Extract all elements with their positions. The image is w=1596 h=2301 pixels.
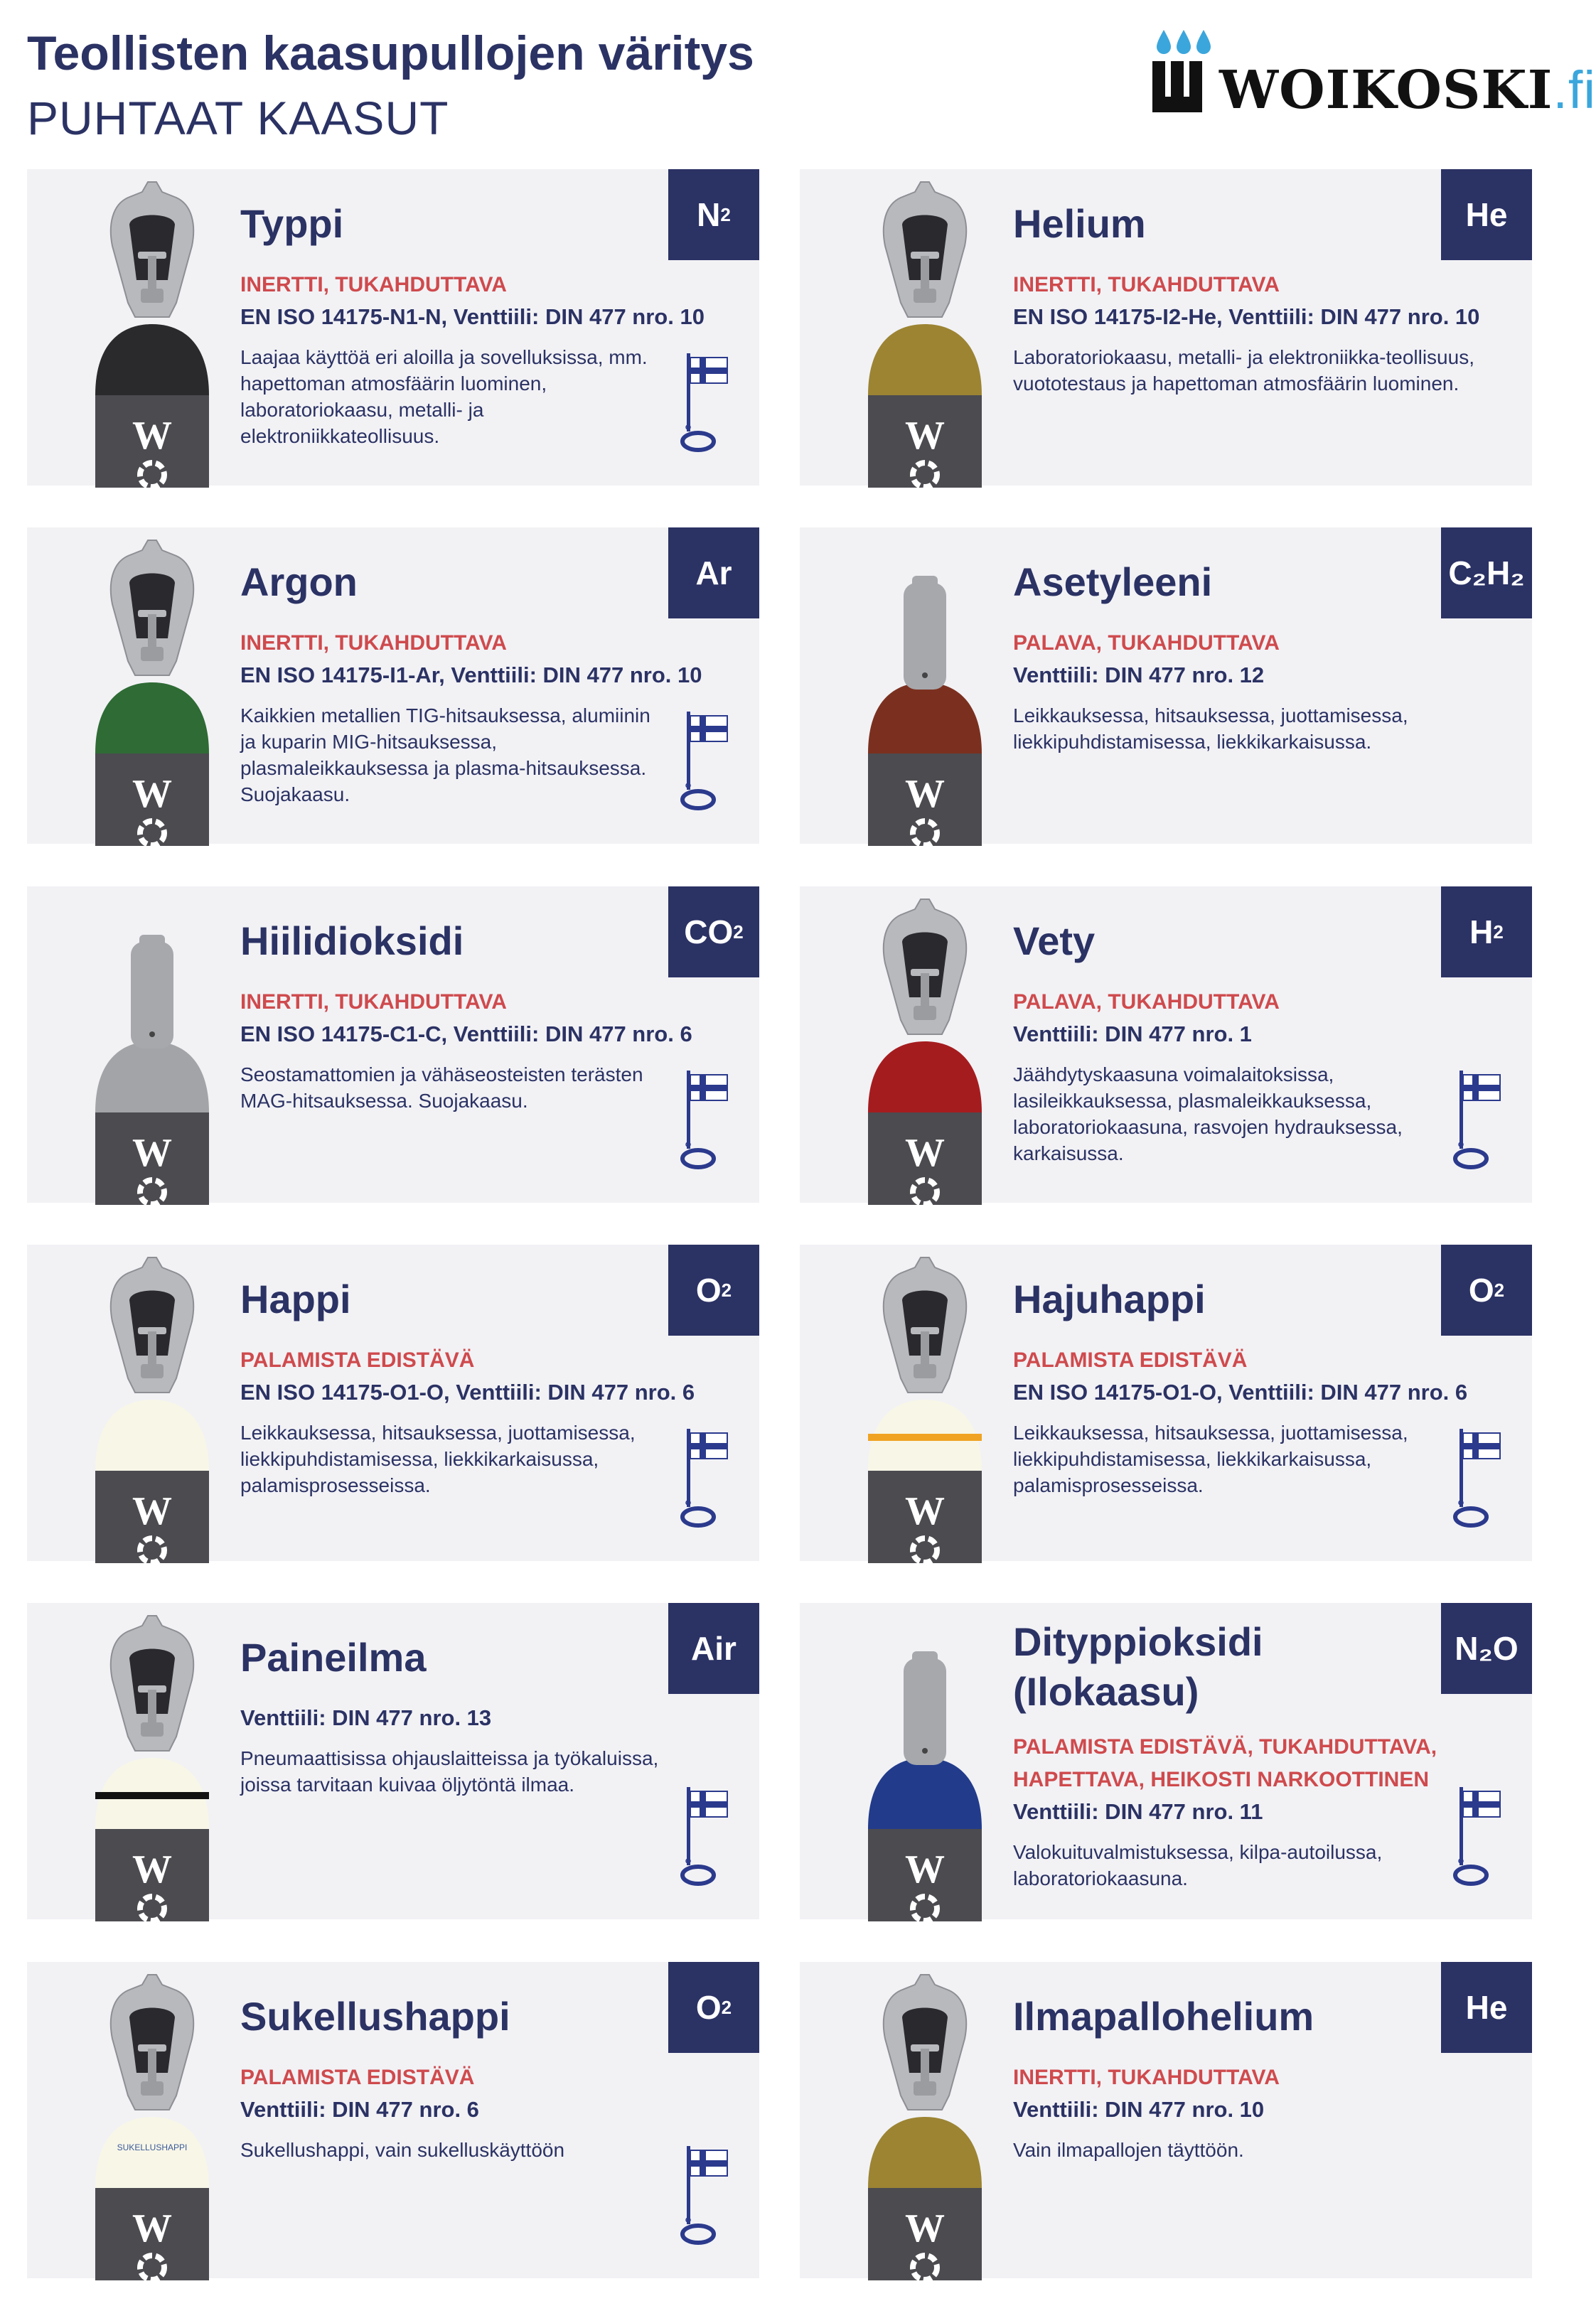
gas-description: Laboratoriokaasu, metalli- ja elektroniikka-teollisuus, vuototestaus ja hapettoman atmosfäärin luominen.	[1013, 346, 1474, 395]
gas-name: Helium	[1013, 201, 1146, 246]
gas-card	[27, 527, 759, 844]
standard-valve-spec: EN ISO 14175-O1-O, Venttiili: DIN 477 nro. 6	[1013, 1380, 1468, 1405]
finnish-key-flag-icon	[1455, 1784, 1505, 1891]
formula-badge: CO 2	[668, 886, 759, 977]
gas-card	[27, 1245, 759, 1561]
gas-cylinder-icon	[842, 899, 999, 1205]
gas-description: Pneumaattisissa ohjauslaitteissa ja työkaluissa, joissa tarvitaan kuivaa öljytöntä ilmaa.	[240, 1747, 659, 1796]
gas-card	[800, 1245, 1532, 1561]
finnish-key-flag-icon	[682, 1426, 732, 1533]
formula-badge: H 2	[1441, 886, 1532, 977]
gas-name: Asetyleeni	[1013, 559, 1213, 604]
svg-text:W: W	[905, 1131, 945, 1175]
svg-text:W: W	[905, 1847, 945, 1892]
gas-card	[800, 1962, 1532, 2278]
gas-name: Argon	[240, 559, 358, 604]
hazard-label: INERTTI, TUKAHDUTTAVA	[240, 273, 507, 296]
finnish-key-flag-icon	[1455, 1426, 1505, 1533]
hazard-label: INERTTI, TUKAHDUTTAVA	[1013, 273, 1280, 296]
standard-valve-spec: EN ISO 14175-C1-C, Venttiili: DIN 477 nro. 6	[240, 1021, 692, 1046]
gas-description: Leikkauksessa, hitsauksessa, juottamisessa, liekkipuhdistamisessa, liekkikarkaisussa, palamisprosesseissa.	[240, 1422, 636, 1496]
page-title: Teollisten kaasupullojen väritys	[27, 26, 754, 80]
hazard-label: INERTTI, TUKAHDUTTAVA	[240, 990, 507, 1014]
svg-text:W: W	[132, 414, 172, 458]
svg-text:W: W	[905, 772, 945, 816]
hazard-label: PALAMISTA EDISTÄVÄ	[240, 2066, 475, 2089]
gas-cylinder-icon	[70, 899, 226, 1205]
hazard-label: PALAMISTA EDISTÄVÄ	[1013, 1348, 1248, 1372]
gas-description: Kaikkien metallien TIG-hitsauksessa, alumiinin ja kuparin MIG-hitsauksessa, plasmaleikkauksessa ja plasma-hitsauksessa. Suojakaasu.	[240, 704, 650, 805]
gas-description: Sukellushappi, vain sukelluskäyttöön	[240, 2139, 565, 2161]
finnish-key-flag-icon	[682, 350, 732, 457]
gas-card	[27, 1962, 759, 2278]
gas-cylinder-icon	[842, 1616, 999, 1921]
formula-badge: O 2	[668, 1245, 759, 1336]
hazard-label: PALAVA, TUKAHDUTTAVA	[1013, 631, 1280, 655]
gas-cylinder-icon	[70, 1975, 226, 2280]
formula-badge: N 2	[668, 169, 759, 260]
gas-card	[800, 886, 1532, 1203]
hazard-label: PALAMISTA EDISTÄVÄ, TUKAHDUTTAVA, HAPETTAVA, HEIKOSTI NARKOOTTINEN	[1013, 1735, 1437, 1791]
formula-badge: He	[1441, 169, 1532, 260]
gas-name: Typpi	[240, 201, 344, 246]
gas-card	[27, 1603, 759, 1919]
gas-name: Hajuhappi	[1013, 1277, 1206, 1321]
gas-name: Hiilidioksidi	[240, 918, 464, 963]
svg-text:W: W	[132, 1131, 172, 1175]
hazard-label: PALAVA, TUKAHDUTTAVA	[1013, 990, 1280, 1014]
finnish-key-flag-icon	[682, 709, 732, 815]
gas-cylinder-icon	[842, 1975, 999, 2280]
standard-valve-spec: Venttiili: DIN 477 nro. 6	[240, 2097, 479, 2122]
gas-description: Vain ilmapallojen täyttöön.	[1013, 2139, 1244, 2161]
svg-text:W: W	[905, 414, 945, 458]
formula-badge: O 2	[668, 1962, 759, 2053]
woikoski-logo[interactable]	[1148, 24, 1596, 121]
gas-description: Valokuituvalmistuksessa, kilpa-autoilussa, laboratoriokaasuna.	[1013, 1841, 1383, 1889]
gas-name: Happi	[240, 1277, 351, 1321]
standard-valve-spec: EN ISO 14175-N1-N, Venttiili: DIN 477 nro. 10	[240, 304, 705, 329]
svg-text:W: W	[132, 772, 172, 816]
gas-description: Jäähdytyskaasuna voimalaitoksissa, lasileikkauksessa, plasmaleikkauksessa, laboratoriokaasuna, rasvojen hydrauksessa, karkaisussa.	[1013, 1063, 1403, 1164]
standard-valve-spec: Venttiili: DIN 477 nro. 10	[1013, 2097, 1265, 2122]
gas-cylinder-icon	[70, 1257, 226, 1563]
gas-description: Leikkauksessa, hitsauksessa, juottamisessa, liekkipuhdistamisessa, liekkikarkaisussa.	[1013, 704, 1408, 753]
finnish-key-flag-icon	[682, 1068, 732, 1174]
gas-name: Sukellushappi	[240, 1994, 510, 2039]
svg-text:W: W	[132, 1489, 172, 1533]
formula-badge: Ar	[668, 527, 759, 618]
svg-text:W: W	[905, 1489, 945, 1533]
gas-name: Dityppioksidi (Ilokaasu)	[1013, 1619, 1263, 1714]
standard-valve-spec: Venttiili: DIN 477 nro. 1	[1013, 1021, 1252, 1046]
gas-cylinder-icon	[842, 540, 999, 846]
gas-cylinder-icon	[70, 540, 226, 846]
finnish-key-flag-icon	[1455, 1068, 1505, 1174]
gas-card	[800, 527, 1532, 844]
gas-cylinder-icon	[842, 1257, 999, 1563]
formula-badge: Air	[668, 1603, 759, 1694]
hazard-label: INERTTI, TUKAHDUTTAVA	[1013, 2066, 1280, 2089]
gas-card	[27, 169, 759, 486]
finnish-key-flag-icon	[682, 2143, 732, 2250]
gas-cylinder-icon	[842, 182, 999, 488]
gas-card	[800, 1603, 1532, 1919]
standard-valve-spec: Venttiili: DIN 477 nro. 12	[1013, 663, 1265, 687]
standard-valve-spec: Venttiili: DIN 477 nro. 13	[240, 1705, 492, 1730]
formula-badge: N₂O	[1441, 1603, 1532, 1694]
gas-cylinder-icon	[70, 182, 226, 488]
standard-valve-spec: Venttiili: DIN 477 nro. 11	[1013, 1799, 1263, 1824]
logo-drops-icon	[1148, 24, 1219, 117]
gas-description: Leikkauksessa, hitsauksessa, juottamisessa, liekkipuhdistamisessa, liekkikarkaisussa, palamisprosesseissa.	[1013, 1422, 1408, 1496]
logo-text: WOIKOSKI.fi	[1219, 60, 1596, 121]
formula-badge: O 2	[1441, 1245, 1532, 1336]
svg-text:W: W	[132, 2206, 172, 2251]
gas-card	[800, 169, 1532, 486]
gas-name: Paineilma	[240, 1635, 427, 1680]
hazard-label: INERTTI, TUKAHDUTTAVA	[240, 631, 507, 655]
finnish-key-flag-icon	[682, 1784, 732, 1891]
svg-text:SUKELLUSHAPPI: SUKELLUSHAPPI	[117, 2142, 188, 2152]
gas-description: Seostamattomien ja vähäseosteisten terästen MAG-hitsauksessa. Suojakaasu.	[240, 1063, 643, 1112]
page-subtitle: PUHTAAT KAASUT	[27, 92, 449, 144]
standard-valve-spec: EN ISO 14175-I1-Ar, Venttiili: DIN 477 nro. 10	[240, 663, 702, 687]
standard-valve-spec: EN ISO 14175-O1-O, Venttiili: DIN 477 nro. 6	[240, 1380, 695, 1405]
gas-description: Laajaa käyttöä eri aloilla ja sovelluksissa, mm. hapettoman atmosfäärin luominen, laboratoriokaasu, metalli- ja elektroniikkateollisuus.	[240, 346, 648, 447]
standard-valve-spec: EN ISO 14175-I2-He, Venttiili: DIN 477 nro. 10	[1013, 304, 1480, 329]
formula-badge: He	[1441, 1962, 1532, 2053]
gas-cylinder-icon	[70, 1616, 226, 1921]
gas-card	[27, 886, 759, 1203]
gas-name: Vety	[1013, 918, 1096, 963]
svg-text:W: W	[905, 2206, 945, 2251]
svg-text:W: W	[132, 1847, 172, 1892]
hazard-label: PALAMISTA EDISTÄVÄ	[240, 1348, 475, 1372]
formula-badge: C₂H₂	[1441, 527, 1532, 618]
gas-name: Ilmapallohelium	[1013, 1994, 1314, 2039]
